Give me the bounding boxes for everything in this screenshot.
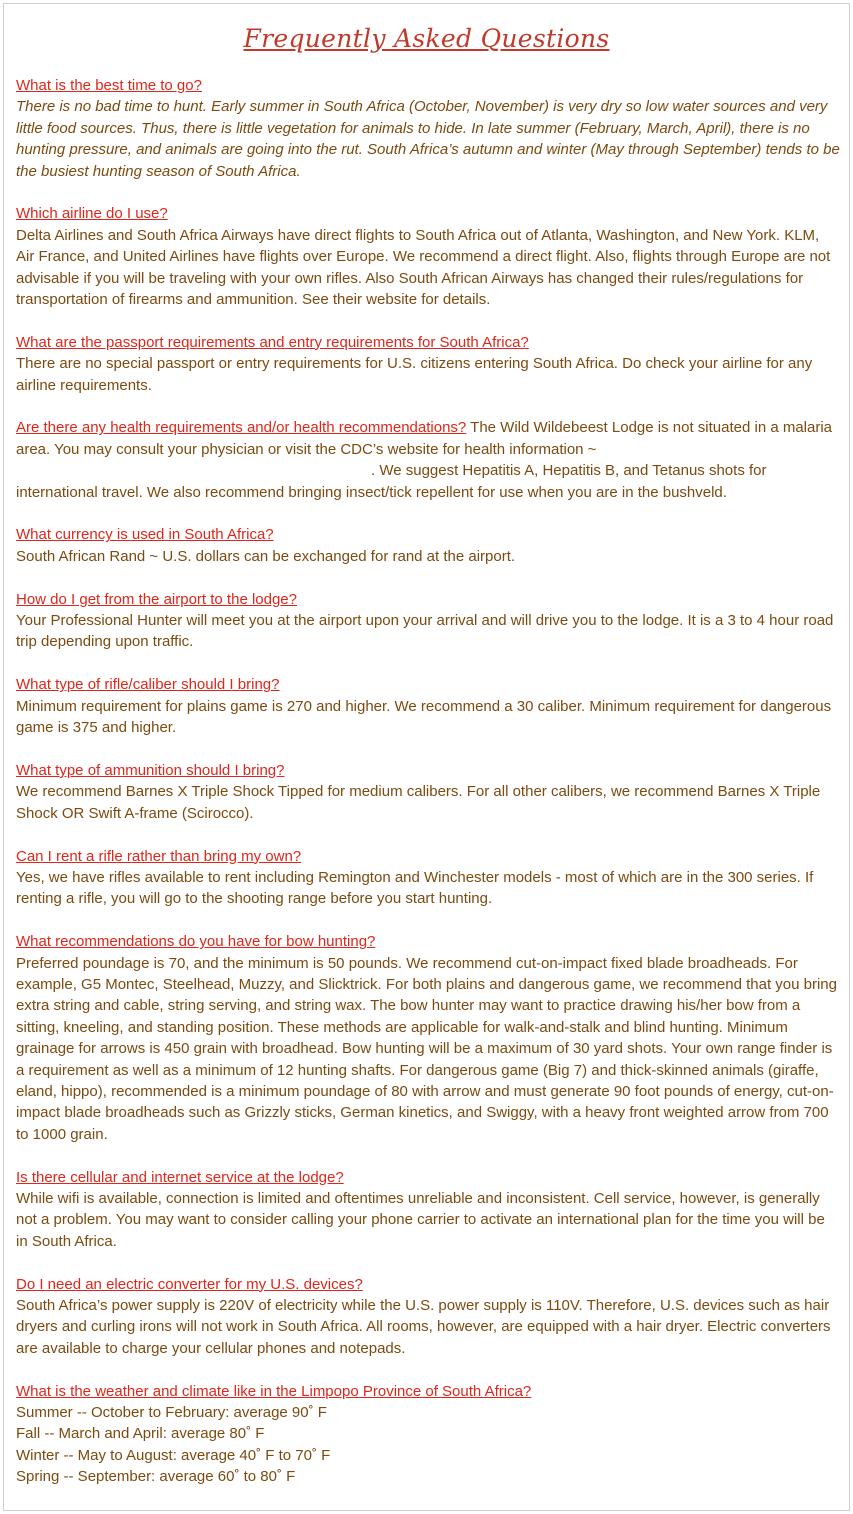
- faq-question: Is there cellular and internet service at the lodge?: [16, 1168, 344, 1186]
- faq-question: Are there any health requirements and/or health recommendations?: [16, 419, 467, 437]
- faq-question: Which airline do I use?: [16, 205, 168, 223]
- weather-line-summer: Summer -- October to February: average 90˚ F: [16, 1404, 327, 1421]
- faq-answer: South African Rand ~ U.S. dollars can be exchanged for rand at the airport.: [16, 547, 516, 565]
- faq-question: What currency is used in South Africa?: [16, 526, 274, 544]
- faq-item-weather: [16, 1381, 840, 1488]
- page-title: Frequently Asked Questions: [243, 24, 610, 53]
- faq-item-rifle-caliber: [16, 674, 840, 738]
- faq-item-airport-transfer: [16, 589, 840, 653]
- faq-answer-part-2: . We suggest Hepatitis A, Hepatitis B, and Tetanus shots for international travel. We also recommend bringing insect/tick repellent for use when you are in the bushveld.: [16, 462, 767, 501]
- faq-answer: We recommend Barnes X Triple Shock Tipped for medium calibers. For all other calibers, we recommend Barnes X Triple Shock OR Swift A-frame (Scirocco).: [16, 783, 821, 822]
- faq-item-health: [16, 417, 840, 503]
- weather-line-winter: Winter -- May to August: average 40˚ F to 70˚ F: [16, 1446, 331, 1464]
- faq-answer: Delta Airlines and South Africa Airways have direct flights to South Africa out of Atlanta, Washington, and New York. KLM, Air France, and United Airlines have flights over Europe. We recommend a direct flight. Also, flights through Europe are not advisable if you will be traveling with your own rifles. Also South African Airways has changed their rules/regulations for transportation of firearms and ammunition. See their website for details.: [16, 226, 831, 309]
- faq-answer: There is no bad time to hunt. Early summer in South Africa (October, November) is very dry so low water sources and very little food sources. Thus, there is little vegetation for animals to hide. In late summer (February, March, April), there is no hunting pressure, and animals are going into the rut. South Africa’s autumn and winter (May through September) tends to be the busiest hunting season of South Africa.: [16, 98, 840, 180]
- faq-answer: While wifi is available, connection is limited and oftentimes unreliable and inconsistent. Cell service, however, is generally not a problem. You may want to consider calling your phone carrier to activate an international plan for the time you will be in South Africa.: [16, 1189, 825, 1250]
- faq-question: What are the passport requirements and entry requirements for South Africa?: [16, 333, 529, 351]
- faq-item-best-time: [16, 75, 840, 182]
- faq-question: Do I need an electric converter for my U.S. devices?: [16, 1275, 363, 1293]
- faq-question: What is the best time to go?: [16, 77, 202, 94]
- faq-question: Can I rent a rifle rather than bring my own?: [16, 847, 302, 865]
- faq-question: What recommendations do you have for bow hunting?: [16, 933, 376, 951]
- weather-line-fall: Fall -- March and April: average 80˚ F: [16, 1425, 265, 1443]
- faq-answer: Minimum requirement for plains game is 270 and higher. We recommend a 30 caliber. Minimum requirement for dangerous game is 375 and higher.: [16, 697, 832, 737]
- faq-question: How do I get from the airport to the lodge?: [16, 590, 297, 608]
- faq-item-electric-converter: [16, 1274, 840, 1360]
- faq-item-passport: [16, 332, 840, 396]
- faq-answer-part-1: The Wild Wildebeest Lodge is not situated in a malaria area. You may consult your physician or visit the CDC’s website for health information ~: [16, 419, 833, 458]
- faq-answer: Your Professional Hunter will meet you at the airport upon your arrival and will drive you to the lodge. It is a 3 to 4 hour road trip depending upon traffic.: [16, 612, 834, 651]
- faq-question: What type of ammunition should I bring?: [16, 761, 285, 779]
- faq-item-rent-rifle: [16, 846, 840, 910]
- faq-answer: Preferred poundage is 70, and the minimum is 50 pounds. We recommend cut-on-impact fixed blade broadheads. For example, G5 Montec, Steelhead, Muzzy, and Slicktrick. For both plains and dangerous game, we recommend that you bring extra string and cable, string serving, and string wax. The bow hunter may want to practice drawing his/her bow from a sitting, kneeling, and standing position. These methods are applicable for walk-and-stalk and blind hunting. Minimum grainage for arrows is 450 grain with broadhead. Bow hunting will be a maximum of 30 yard shots. Your own range finder is a requirement as well as a minimum of 12 hunting shafts. For dangerous game (Big 7) and thick-skinned animals (giraffe, eland, hippo), recommended is a minimum poundage of 80 with arrow and must generate 90 foot pounds of energy, cut-on-impact blade broadheads such as Grizzly sticks, German kinetics, and Swiggy, with a heavy front weighted arrow from 700 to 1000 grain.: [16, 954, 837, 1143]
- faq-item-airline: [16, 203, 840, 310]
- faq-item-ammunition: [16, 760, 840, 824]
- faq-item-currency: [16, 524, 840, 567]
- faq-answer: South Africa’s power supply is 220V of electricity while the U.S. power supply is 110V. Therefore, U.S. devices such as hair dryers and curling irons will not work in South Africa. All rooms, however, are equipped with a hair dryer. Electric converters are available to charge your cellular phones and notepads.: [16, 1296, 831, 1357]
- faq-answer: There are no special passport or entry requirements for U.S. citizens entering South Africa. Do check your airline for any airline requirements.: [16, 355, 813, 394]
- faq-question: What type of rifle/caliber should I bring?: [16, 676, 280, 694]
- faq-answer: Yes, we have rifles available to rent including Remington and Winchester models - most of which are in the 300 series. If renting a rifle, you will go to the shooting range before you start hunting.: [16, 868, 814, 908]
- faq-item-bow-hunting: [16, 931, 840, 1145]
- faq-list: [16, 75, 840, 1509]
- weather-line-spring: Spring -- September: average 60˚ to 80˚ F: [16, 1468, 296, 1486]
- faq-question: What is the weather and climate like in the Limpopo Province of South Africa?: [16, 1382, 532, 1400]
- faq-item-cellular-internet: [16, 1167, 840, 1253]
